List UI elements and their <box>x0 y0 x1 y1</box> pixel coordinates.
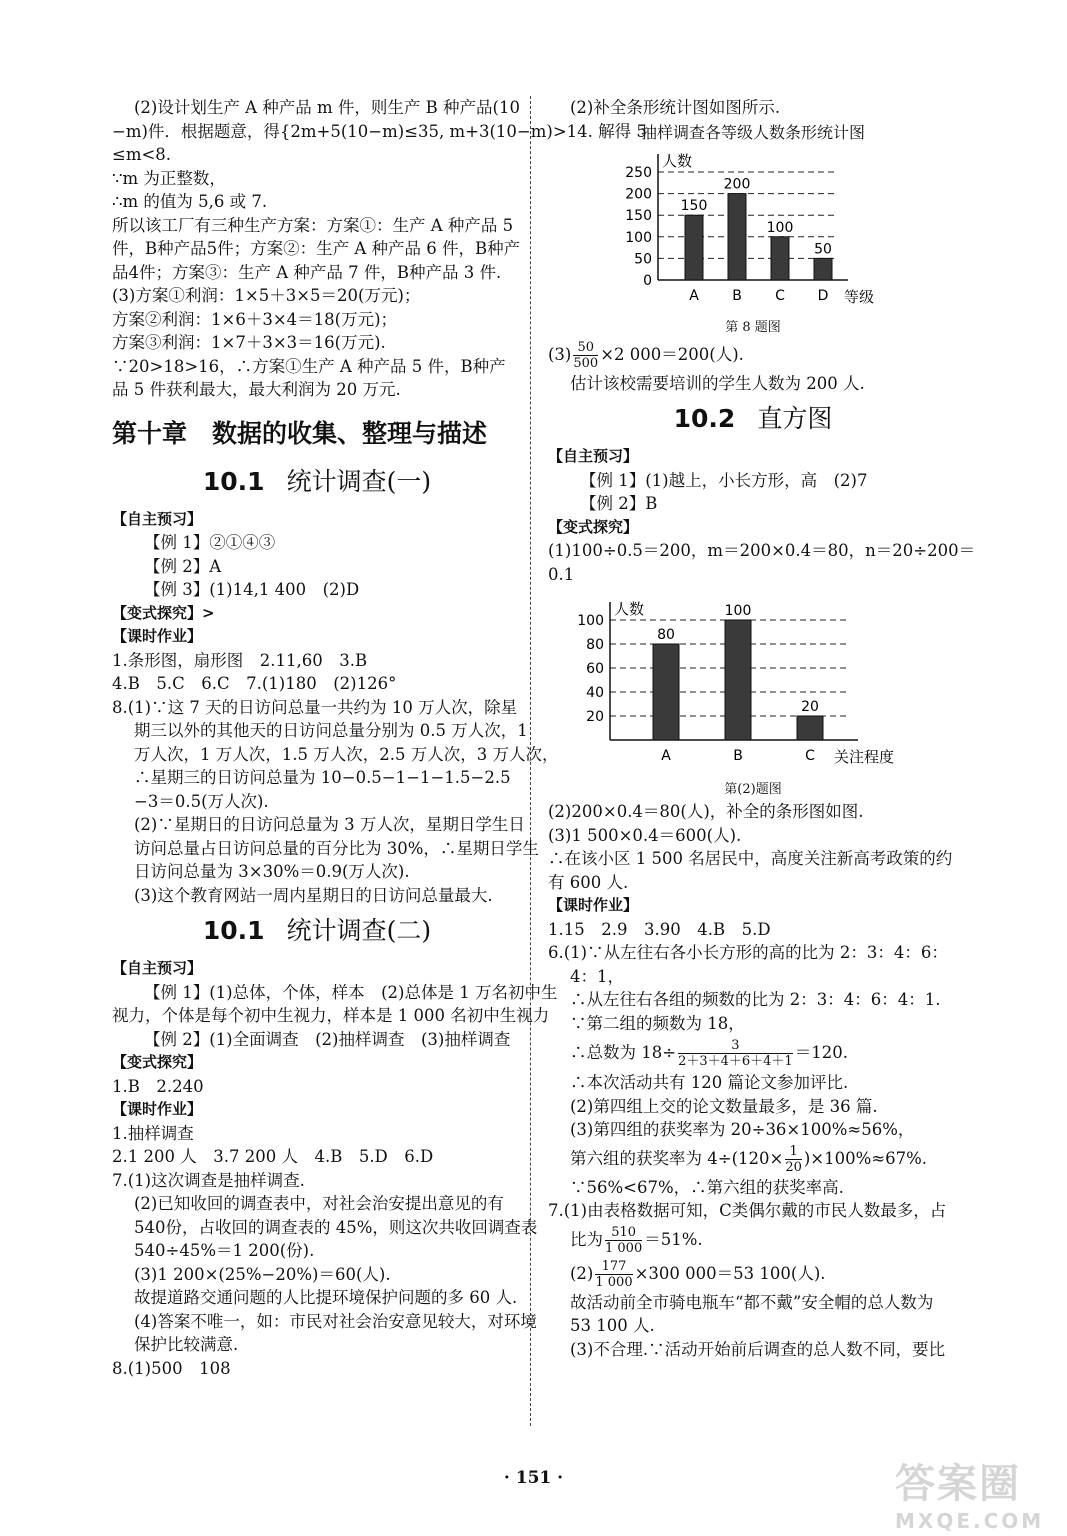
fraction <box>678 1038 793 1069</box>
answer-line: 件，B种产品5件；方案②：生产 A 种产品 6 件，B种产 <box>112 239 521 258</box>
bar-value-label: 20 <box>801 699 819 715</box>
answer-line: ∴从左往右各组的频数的比为 2：3：4：6：4：1. <box>570 990 941 1009</box>
y-tick-label: 20 <box>586 709 604 725</box>
fraction-numerator: 50 <box>573 340 598 356</box>
x-tick-label: C <box>805 748 815 764</box>
answer-line: −m)件．根据题意，得{2m+5(10−m)≤35, m+3(10−m)>14. 解得 5 <box>112 121 647 141</box>
section-10-2-late <box>548 1176 958 1223</box>
answer-line: (2)已知收回的调查表中，对社会治安提出意见的有 <box>134 1194 504 1213</box>
y-tick-label: 80 <box>586 637 604 653</box>
answer-line: ∵第二组的频数为 18， <box>570 1013 745 1033</box>
answer-line: ∴在该小区 1 500 名居民中，高度关注新高考政策的约 <box>548 849 953 868</box>
bar <box>653 644 679 740</box>
answer-line: (3)第四组的获奖率为 20÷36×100%≈56%， <box>570 1120 915 1139</box>
answer-line: 【例 3】(1)14,1 400 (2)D <box>144 580 360 599</box>
answer-line: 日访问总量为 3×30%＝0.9(万人次). <box>134 862 410 881</box>
fraction-denominator: 1 000 <box>595 1274 633 1290</box>
answer-line: 4：1， <box>570 966 624 986</box>
answer-line: (2)200×0.4＝80(人)，补全的条形图如图. <box>548 802 864 821</box>
answer-line: 1.B 2.240 <box>112 1076 204 1096</box>
answer-line-sixth <box>548 1142 958 1176</box>
y-tick-label: 250 <box>625 164 652 181</box>
section-tag: 【变式探究】> <box>112 603 215 622</box>
section-name: 直方图 <box>757 404 833 433</box>
answer-line-ratio <box>548 1223 958 1257</box>
bar <box>725 620 751 740</box>
answer-line: 【例 2】B <box>580 494 658 513</box>
bar <box>814 258 832 280</box>
bar-value-label: 80 <box>657 627 675 643</box>
y-tick-label: 100 <box>625 229 652 246</box>
fraction <box>785 1144 802 1175</box>
text-suffix: )×100%≈67%. <box>803 1148 928 1168</box>
section-10-1-b-body <box>112 957 558 1380</box>
text-suffix: ＝120. <box>794 1043 848 1062</box>
answer-line: (3)1 500×0.4＝600(人). <box>548 825 742 845</box>
fraction-numerator: 177 <box>595 1259 632 1275</box>
x-tick-label: A <box>689 287 699 304</box>
y-axis-label: 人数 <box>614 600 645 618</box>
answer-line: ≤m<8. <box>112 145 172 164</box>
answer-line: 品 5 件获利最大，最大利润为 20 万元. <box>112 380 401 399</box>
bar-chart-1 <box>548 150 875 310</box>
bar-chart-2 <box>548 590 928 772</box>
section-10-2-body <box>548 800 958 1035</box>
answer-line: 故提道路交通问题的人比提环境保护问题的多 60 人. <box>134 1288 518 1307</box>
answer-line: 2.1 200 人 3.7 200 人 4.B 5.D 6.D <box>112 1147 434 1166</box>
answer-line: ∵20>18>16，∴方案①生产 A 种产品 5 件，B种产 <box>112 356 506 376</box>
answer-line-total <box>548 1035 958 1071</box>
answer-line: 6.(1)∵从左往右各小长方形的高的比为 2：3：4：6： <box>548 943 948 962</box>
watermark-logo <box>895 1452 1045 1533</box>
answer-line: 8.(1)∵这 7 天的日访问总量一共约为 10 万人次，除星 <box>112 697 518 717</box>
fraction-numerator: 3 <box>678 1038 793 1054</box>
bar-value-label: 100 <box>766 219 794 236</box>
answer-line: ∵m 为正整数， <box>112 168 226 188</box>
answer-line: (3)方案①利润：1×5＋3×5＝20(万元)； <box>112 286 421 305</box>
y-tick-label: 60 <box>586 661 604 677</box>
x-tick-label: B <box>732 287 742 304</box>
page-number: · 151 · <box>503 1468 564 1488</box>
answer-line: 1.条形图，扇形图 2.11,60 3.B <box>112 650 368 670</box>
bar <box>771 236 789 279</box>
answer-line: ∴m 的值为 5,6 或 7. <box>112 192 268 211</box>
bar <box>728 193 746 279</box>
answer-line: 所以该工厂有三种生产方案：方案①：生产 A 种产品 5 <box>112 215 514 235</box>
answer-line: (3)这个教育网站一周内星期日的日访问总量最大. <box>134 885 493 905</box>
y-tick-label: 0 <box>643 272 652 289</box>
chart2-wrapper <box>548 590 958 776</box>
section-10-2-end <box>548 1291 958 1362</box>
text-suffix: ×300 000＝53 100(人). <box>634 1263 826 1283</box>
answer-line: 【例 1】②①④③ <box>144 533 276 552</box>
bar-value-label: 100 <box>724 603 752 619</box>
answer-line: 品4件；方案③：生产 A 种产品 7 件，B种产品 3 件. <box>112 262 502 282</box>
text-prefix: ∴总数为 18÷ <box>570 1043 677 1062</box>
bar <box>797 716 823 740</box>
answer-line: 53 100 人. <box>570 1316 655 1335</box>
y-tick-label: 40 <box>586 685 604 701</box>
calc-prefix: (3) <box>548 344 572 364</box>
answer-line: (1)100÷0.5＝200，m＝200×0.4＝80，n＝20÷200＝ <box>548 541 976 560</box>
answer-line: 1.抽样调查 <box>112 1123 194 1143</box>
x-axis-label: 等级 <box>844 287 875 306</box>
fraction-denominator: 20 <box>785 1159 802 1175</box>
section-10-1-a-body <box>112 508 559 908</box>
x-tick-label: A <box>661 748 671 764</box>
y-tick-label: 100 <box>577 613 604 629</box>
section-title-10-1-a <box>112 462 522 502</box>
answer-line: 访问总量占日访问总量的百分比为 30%，∴星期日学生 <box>134 838 539 858</box>
answer-line: 万人次，1 万人次，1.5 万人次，2.5 万人次，3 万人次， <box>134 744 559 764</box>
section-tag: 【自主预习】 <box>112 509 203 528</box>
section-name: 统计调查(二) <box>286 916 432 945</box>
answer-line: (2)∵星期日的日访问总量为 3 万人次，星期日学生日 <box>134 815 525 834</box>
bar-value-label: 50 <box>814 240 832 257</box>
answer-line: 【例 1】(1)总体，个体，样本 (2)总体是 1 万名初中生 <box>144 982 558 1002</box>
section-name: 统计调查(一) <box>286 466 432 496</box>
answer-line: 4.B 5.C 6.C 7.(1)180 (2)126° <box>112 674 397 693</box>
section-number: 10.2 <box>673 404 736 433</box>
answer-line: 7.(1)这次调查是抽样调查. <box>112 1170 305 1190</box>
watermark-url: MXQE.COM <box>895 1509 1045 1533</box>
y-tick-label: 50 <box>634 250 652 267</box>
answer-line: ∴本次活动共有 120 篇论文参加评比. <box>570 1073 849 1092</box>
fraction-denominator: 1 000 <box>605 1240 643 1256</box>
answer-line: 0.1 <box>548 564 575 584</box>
answer-line: 有 600 人. <box>548 872 629 892</box>
answer-line: 方案②利润：1×6＋3×4＝18(万元)； <box>112 309 398 329</box>
fraction-denominator: 500 <box>573 355 599 371</box>
text-prefix: 第六组的获奖率为 4÷(120× <box>570 1148 784 1168</box>
answer-line: 7.(1)由表格数据可知，C类偶尔戴的市民人数最多，占 <box>548 1201 947 1220</box>
answer-line: 视力，个体是每个初中生视力，样本是 1 000 名初中生视力 <box>112 1006 550 1025</box>
x-axis-label: 关注程度 <box>834 748 895 766</box>
chart1-title: 抽样调查各等级人数条形统计图 <box>640 122 865 142</box>
section-tag: 【课时作业】 <box>548 896 639 914</box>
answer-line-estimate <box>548 1257 958 1291</box>
text-prefix: (2) <box>570 1263 594 1283</box>
calc-suffix: ×2 000＝200(人). <box>600 344 744 364</box>
text-prefix: 比为 <box>570 1229 603 1249</box>
chart1-caption: 第 8 题图 <box>725 319 781 335</box>
answer-line: 【例 2】A <box>144 556 222 576</box>
section-tag: 【自主预习】 <box>548 447 639 465</box>
chapter-title: 第十章 数据的收集、整理与描述 <box>112 418 488 448</box>
answer-line: ∵56%<67%，∴第六组的获奖率高. <box>570 1177 844 1197</box>
chart1-wrapper <box>548 150 958 314</box>
fraction-numerator: 510 <box>605 1225 642 1241</box>
chart2-caption: 第(2)题图 <box>724 782 782 797</box>
y-tick-label: 150 <box>625 207 652 224</box>
section-tag: 【课时作业】 <box>112 627 203 645</box>
answer-line: ∴星期三的日访问总量为 10−0.5−1−1−1.5−2.5 <box>134 768 511 787</box>
fraction <box>605 1225 642 1256</box>
answer-line: (4)答案不唯一，如：市民对社会治安意见较大，对环境 <box>134 1311 537 1331</box>
y-axis-label: 人数 <box>662 151 693 170</box>
fraction <box>595 1259 632 1290</box>
answer-line: 540÷45%＝1 200(份). <box>134 1241 315 1260</box>
answer-line: 8.(1)500 108 <box>112 1358 231 1378</box>
section-tag: 【课时作业】 <box>112 1100 203 1118</box>
section-title-10-1-b <box>112 911 522 951</box>
x-tick-label: D <box>817 287 829 304</box>
text-suffix: ＝51%. <box>644 1229 703 1249</box>
answer-line: 1.15 2.9 3.90 4.B 5.D <box>548 919 771 939</box>
answer-line-fraction <box>548 338 958 372</box>
x-tick-label: C <box>775 287 785 304</box>
answer-line: (3)1 200×(25%−20%)＝60(人). <box>134 1264 391 1284</box>
answer-line: 方案③利润：1×7＋3×3＝16(万元). <box>112 333 386 352</box>
answer-line: 【例 1】(1)越上，小长方形，高 (2)7 <box>580 470 868 490</box>
section-10-2-mid <box>548 1071 958 1142</box>
section-number: 10.1 <box>202 916 265 945</box>
section-10-2-top <box>548 445 976 586</box>
fraction <box>573 340 598 371</box>
answer-line: 【例 2】(1)全面调查 (2)抽样调查 (3)抽样调查 <box>144 1029 511 1049</box>
bar <box>685 215 703 280</box>
section-tag: 【自主预习】 <box>112 959 203 977</box>
bar-value-label: 150 <box>680 197 708 214</box>
x-tick-label: B <box>733 748 743 764</box>
answer-line: 保护比较满意. <box>134 1335 239 1354</box>
watermark-text: 答案圈 <box>895 1461 1021 1507</box>
fraction-denominator: 2＋3＋4＋6＋4＋1 <box>678 1054 793 1069</box>
section-number: 10.1 <box>202 466 265 496</box>
fraction-numerator: 1 <box>785 1144 802 1160</box>
answer-line: (3)不合理.∵活动开始前后调查的总人数不同，要比 <box>570 1339 946 1359</box>
answer-line: (2)第四组上交的论文数量最多，是 36 篇. <box>570 1096 878 1116</box>
answer-line: (2)补全条形统计图如图所示. <box>570 98 781 117</box>
bar-value-label: 200 <box>723 176 751 193</box>
answer-line: 估计该校需要培训的学生人数为 200 人. <box>570 373 865 393</box>
y-tick-label: 200 <box>625 186 652 203</box>
right-column <box>548 96 976 1361</box>
answer-line: (2)设计划生产 A 种产品 m 件，则生产 B 种产品(10 <box>134 98 520 117</box>
answer-line: 540份，占收回的调查表的 45%，则这次共收回调查表 <box>134 1217 538 1237</box>
answer-line: 期三以外的其他天的日访问总量分别为 0.5 万人次，1 <box>134 721 528 740</box>
section-title-10-2 <box>548 399 958 439</box>
answer-line: 故活动前全市骑电瓶车“都不戴”安全帽的总人数为 <box>570 1292 934 1312</box>
section-tag: 【变式探究】 <box>548 517 639 536</box>
answer-line: −3＝0.5(万人次). <box>134 791 269 811</box>
section-tag: 【变式探究】 <box>112 1053 203 1071</box>
